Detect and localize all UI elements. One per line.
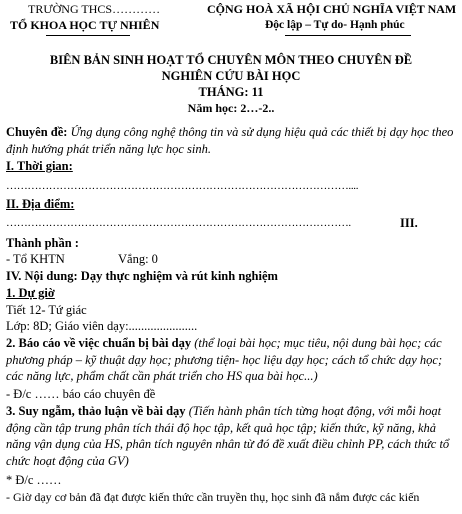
item2-label: 2. Báo cáo về việc chuẩn bị bài dạy (6, 336, 192, 350)
item1-lesson: Tiết 12- Tứ giác (6, 303, 87, 317)
section-time-label: I. Thời gian: (6, 159, 73, 173)
group-underline (46, 35, 130, 36)
group-name: TỔ KHOA HỌC TỰ NHIÊN (10, 18, 160, 32)
item2-paragraph (6, 335, 456, 385)
school-name: TRƯỜNG THCS………… (28, 2, 161, 16)
topic-paragraph (6, 124, 456, 157)
section-content-label: IV. Nội dung: Dạy thực nghiệm và rút kinh nghiệm (6, 269, 278, 283)
section-time-dots: …………………………………………………………………………………….... (6, 180, 359, 192)
item3-note: - Giờ dạy cơ bản đã đạt được kiến thức cần truyền thụ, học sinh đã nắm được các kiến (6, 490, 420, 504)
members-group: - Tổ KHTN (6, 252, 65, 266)
item3-reporter: * Đ/c …… (6, 473, 62, 487)
item1-label: 1. Dự giờ (6, 286, 55, 300)
doc-year: Năm học: 2…-2.. (187, 101, 275, 115)
members-absent: Vắng: 0 (118, 252, 158, 266)
doc-title-line1: BIÊN BẢN SINH HOẠT TỔ CHUYÊN MÔN THEO CHUYÊN ĐỀ (49, 53, 413, 67)
section-place-dots: ……………………………………………………………………………………. (6, 217, 351, 229)
members-label: Thành phần : (6, 236, 79, 250)
motto-underline (285, 35, 411, 36)
section-place-label: II. Địa điểm: (6, 197, 75, 211)
doc-month: THÁNG: 11 (198, 85, 264, 99)
section-place-tail: III. (400, 216, 418, 230)
item3-text: (Tiến hành phân tích từng hoạt động, với mỗi hoạt động cần tập trung phân tích thái độ học tập, kết quả học tập; kiến thức, kỹ năng, khả năng vận dụng của HS, phân tích nguyên nhân từ đó đề xuất điều chỉnh PP, cách thức tổ chức hoạt động của GV) (6, 404, 450, 468)
nation-motto: Độc lập – Tự do- Hạnh phúc (265, 19, 405, 31)
item3-paragraph (6, 403, 456, 469)
item1-class-teacher: Lớp: 8D; Giáo viên dạy:...................... (6, 319, 198, 333)
nation-name: CỘNG HOÀ XÃ HỘI CHỦ NGHĨA VIỆT NAM (207, 2, 457, 16)
doc-title-line2: NGHIÊN CỨU BÀI HỌC (161, 69, 301, 83)
item2-reporter: - Đ/c …… báo cáo chuyên đề (6, 387, 156, 401)
topic-text: Ứng dụng công nghệ thông tin và sử dụng hiệu quả các thiết bị dạy học theo định hướng phát triển năng lực học sinh. (6, 125, 454, 156)
topic-label: Chuyên đề: (6, 125, 68, 139)
item3-label: 3. Suy ngẫm, thảo luận về bài dạy (6, 404, 186, 418)
item2-text: (thể loại bài học; mục tiêu, nội dung bài học; các phương pháp – kỹ thuật dạy học; phương tiện- học liệu dạy học; cách tổ chức dạy học; các năng lực, phẩm chất cần phát triển cho HS qua bài học...) (6, 336, 443, 383)
